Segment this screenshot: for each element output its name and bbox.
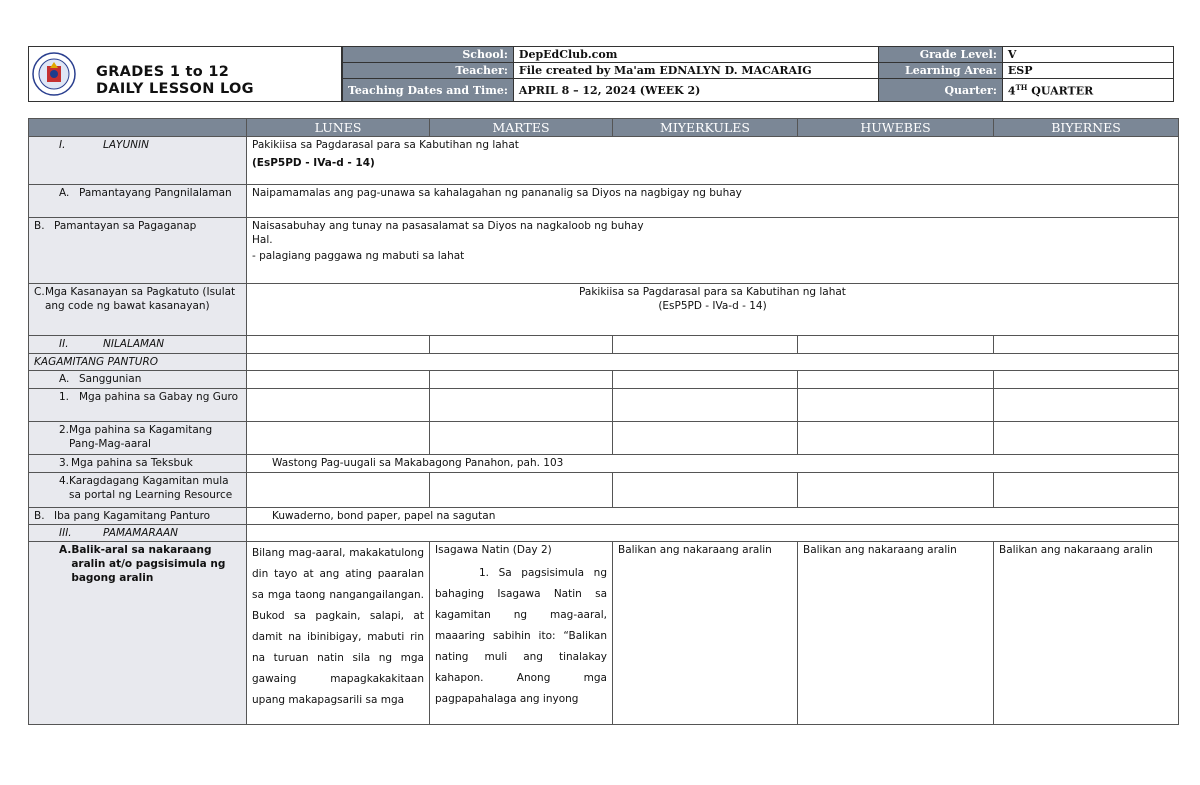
- label-sanggunian: A. Sanggunian: [29, 371, 247, 389]
- learning-area-value: ESP: [1002, 63, 1173, 79]
- label-kasanayan: C. Mga Kasanayan sa Pagkatuto (Isulat ang code ng bawat kasanayan): [29, 284, 247, 336]
- row-balik-aral: [29, 542, 1179, 725]
- balik-aral-martes: Isagawa Natin (Day 2) 1. Sa pagsisimula ng bahaging Isagawa Natin sa kagamitan ng mag-aaral, maaaring sabihin ito: “Balikan nating muli ang tinalakay kahapon. Anong mga pagpapahalaga ang inyong: [430, 542, 613, 725]
- teaching-dates-label: Teaching Dates and Time:: [343, 79, 514, 102]
- label-pamamaraan: III. PAMAMARAAN: [29, 525, 247, 542]
- day-lunes: LUNES: [247, 119, 430, 137]
- teacher-value: File created by Ma'am EDNALYN D. MACARAIG: [513, 63, 878, 79]
- row-iba-pang-kagamitan: [29, 508, 1179, 525]
- school-label: School:: [343, 47, 514, 63]
- balik-aral-lunes: Bilang mag-aaral, makakatulong din tayo at ang ating paaralan sa mga taong nangangailangan. Bukod sa pagkain, salapi, at damit na ibinibigay, mabuti rin na turuan natin sila ng mga gawaing mapagkakakitaan upang makapagsarili sa mga: [247, 542, 430, 725]
- form-title-line2: DAILY LESSON LOG: [96, 81, 254, 97]
- content-kasanayan: Pakikiisa sa Pagdarasal para sa Kabutihan ng lahat (EsP5PD - IVa-d - 14): [247, 284, 1179, 336]
- day-huwebes: HUWEBES: [798, 119, 994, 137]
- row-kagamitang-panturo: [29, 354, 1179, 371]
- header-info-table: [342, 46, 1174, 102]
- balik-aral-miyerkules: Balikan ang nakaraang aralin: [613, 542, 798, 725]
- lesson-log-table: [28, 118, 1179, 725]
- content-layunin: Pakikiisa sa Pagdarasal para sa Kabutihan ng lahat (EsP5PD - IVa-d - 14): [247, 137, 1179, 185]
- content-pamantayan-sa-pagaganap: Naisasabuhay ang tunay na pasasalamat sa Diyos na nagkaloob ng buhay Hal. - palagiang paggawa ng mabuti sa lahat: [247, 218, 1179, 284]
- row-pamantayang-pangnilalaman: [29, 185, 1179, 218]
- row-karagdagang: [29, 473, 1179, 508]
- day-header-row: [29, 119, 1179, 137]
- school-value: DepEdClub.com: [513, 47, 878, 63]
- learning-area-label: Learning Area:: [878, 63, 1002, 79]
- row-nilalaman: [29, 336, 1179, 354]
- grade-level-label: Grade Level:: [878, 47, 1002, 63]
- label-pamantayang-pangnilalaman: A. Pamantayang Pangnilalaman: [29, 185, 247, 218]
- balik-aral-biyernes: Balikan ang nakaraang aralin: [994, 542, 1179, 725]
- row-kagamitang-mag-aaral: [29, 422, 1179, 455]
- label-balik-aral: A. Balik-aral sa nakaraang aralin at/o pagsisimula ng bagong aralin: [29, 542, 247, 725]
- deped-seal-logo: [32, 52, 76, 96]
- label-karagdagang: 4. Karagdagang Kagamitan mula sa portal ng Learning Resource: [29, 473, 247, 508]
- label-teksbuk: 3. Mga pahina sa Teksbuk: [29, 455, 247, 473]
- content-pamantayang-pangnilalaman: Naipamamalas ang pag-unawa sa kahalagahan ng pananalig sa Diyos na nagbigay ng buhay: [247, 185, 1179, 218]
- row-pamantayan-sa-pagaganap: [29, 218, 1179, 284]
- quarter-value: 4TH QUARTER: [1002, 79, 1173, 102]
- row-pamamaraan: [29, 525, 1179, 542]
- label-nilalaman: II. NILALAMAN: [29, 336, 247, 354]
- label-layunin: I. LAYUNIN: [29, 137, 247, 185]
- row-gabay-guro: [29, 389, 1179, 422]
- balik-aral-huwebes: Balikan ang nakaraang aralin: [798, 542, 994, 725]
- label-iba-pang-kagamitan: B. Iba pang Kagamitang Panturo: [29, 508, 247, 525]
- label-pamantayan-sa-pagaganap: B. Pamantayan sa Pagaganap: [29, 218, 247, 284]
- teacher-label: Teacher:: [343, 63, 514, 79]
- quarter-label: Quarter:: [878, 79, 1002, 102]
- label-kagamitang-mag-aaral: 2. Mga pahina sa Kagamitang Pang-Mag-aaral: [29, 422, 247, 455]
- day-header-blank: [29, 119, 247, 137]
- content-teksbuk: Wastong Pag-uugali sa Makabagong Panahon, pah. 103: [247, 455, 1179, 473]
- label-gabay-guro: 1. Mga pahina sa Gabay ng Guro: [29, 389, 247, 422]
- day-martes: MARTES: [430, 119, 613, 137]
- label-kagamitang-panturo: KAGAMITANG PANTURO: [29, 354, 247, 371]
- form-title-line1: GRADES 1 to 12: [96, 64, 230, 80]
- row-sanggunian: [29, 371, 1179, 389]
- grade-level-value: V: [1002, 47, 1173, 63]
- content-iba-pang-kagamitan: Kuwaderno, bond paper, papel na sagutan: [247, 508, 1179, 525]
- day-miyerkules: MIYERKULES: [613, 119, 798, 137]
- row-layunin: [29, 137, 1179, 185]
- row-kasanayan: [29, 284, 1179, 336]
- day-biyernes: BIYERNES: [994, 119, 1179, 137]
- teaching-dates-value: APRIL 8 – 12, 2024 (WEEK 2): [513, 79, 878, 102]
- row-teksbuk: [29, 455, 1179, 473]
